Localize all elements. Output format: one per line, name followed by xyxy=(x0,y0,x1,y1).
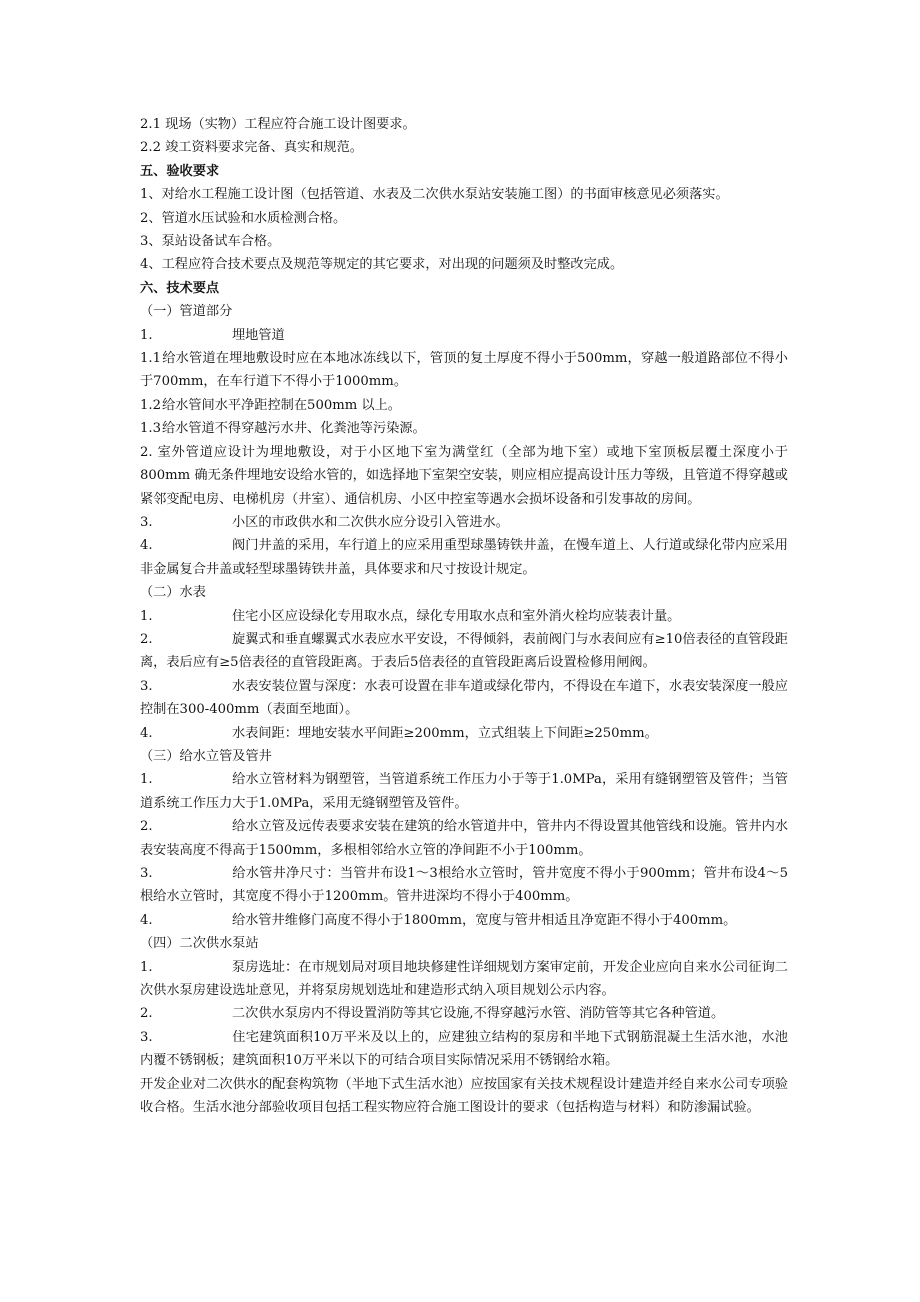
item-text: 二次供水泵房内不得设置消防等其它设施,不得穿越污水管、消防管等其它各种管道。 xyxy=(232,1006,725,1022)
item-text: 给水管道在埋地敷设时应在本地冰冻线以下，管顶的复土厚度不得小于500mm，穿越一般道路部位不得小于700mm，在车行道下不得小于1000mm。 xyxy=(140,351,788,390)
section-heading-acceptance: 五、验收要求 xyxy=(140,163,220,179)
acceptance-item-3: 3、泵站设备试车合格。 xyxy=(140,234,281,250)
item-number: 4. xyxy=(140,725,153,741)
item-text: 给水管井维修门高度不得小于1800mm，宽度与管井相适且净宽距不得小于400mm。 xyxy=(232,912,737,928)
item-number: 1. xyxy=(140,959,153,975)
item-text: 给水管间水平净距控制在500mm 以上。 xyxy=(162,397,401,413)
pipe-item-2 xyxy=(140,441,788,511)
item-text: 给水管道不得穿越污水井、化粪池等污染源。 xyxy=(162,421,426,437)
item-number: 1.2 xyxy=(140,397,161,413)
closing-paragraph: 开发企业对二次供水的配套构筑物（半地下式生活水池）应按国家有关技术规程设计建造并经自来水公司专项验收合格。生活水池分部验收项目包括工程实物应符合施工图设计的要求（包括构造与材料）和防渗漏试验。 xyxy=(140,1076,788,1116)
meter-item-3 xyxy=(140,675,788,722)
item-number: 1. xyxy=(140,772,153,788)
document-page xyxy=(140,113,788,1119)
meter-item-1 xyxy=(140,605,788,628)
item-text: 水表间距：埋地安装水平间距≥200mm，立式组装上下间距≥250mm。 xyxy=(232,725,658,741)
item-text: 住宅小区应设绿化专用取水点，绿化专用取水点和室外消火栓均应装表计量。 xyxy=(232,608,681,624)
item-text: 给水立管材料为钢塑管，当管道系统工作压力小于等于1.0MPa，采用有缝钢塑管及管件；当管道系统工作压力大于1.0MPa，采用无缝钢塑管及管件。 xyxy=(140,772,788,811)
item-text: 泵房选址：在市规划局对项目地块修建性详细规划方案审定前，开发企业应向自来水公司征询二次供水泵房建设选址意见，并将泵房规划选址和建造形式纳入项目规划公示内容。 xyxy=(140,959,788,999)
subsection-title-pump-station: （四）二次供水泵站 xyxy=(140,936,259,952)
acceptance-item-4: 4、工程应符合技术要点及规范等规定的其它要求，对出现的问题须及时整改完成。 xyxy=(140,257,624,273)
item-number: 2. xyxy=(140,631,153,647)
acceptance-item-1: 1、对给水工程施工设计图（包括管道、水表及二次供水泵站安装施工图）的书面审核意见必须落实。 xyxy=(140,187,729,203)
item-text: 阀门井盖的采用，车行道上的应采用重型球墨铸铁井盖，在慢车道上、人行道或绿化带内应采用非金属复合井盖或轻型球墨铸铁井盖，具体要求和尺寸按设计规定。 xyxy=(140,538,788,577)
pipe-item-1-3 xyxy=(140,417,788,440)
meter-item-4 xyxy=(140,722,788,745)
meter-item-2 xyxy=(140,628,788,675)
section-heading-technical: 六、技术要点 xyxy=(140,280,220,296)
item-number: 1. xyxy=(140,608,153,624)
item-number: 1. xyxy=(140,327,153,343)
item-text: 小区的市政供水和二次供水应分设引入管进水。 xyxy=(232,514,509,530)
subsection-title-meters: （二）水表 xyxy=(140,585,206,601)
riser-item-4 xyxy=(140,909,788,932)
item-number: 3. xyxy=(140,866,153,881)
pump-item-1 xyxy=(140,956,788,1003)
riser-item-2 xyxy=(140,815,788,862)
item-number: 1.3 xyxy=(140,421,161,437)
pump-item-2 xyxy=(140,1002,788,1025)
doc-line-2-2: 2.2 竣工资料要求完备、真实和规范。 xyxy=(140,140,363,156)
item-number: 3. xyxy=(140,678,153,694)
item-number: 1.1 xyxy=(140,351,161,367)
item-text: 给水管井净尺寸：当管井布设1～3根给水立管时，管井宽度不得小于900mm；管井布设4～5根给水立管时，其宽度不得小于1200mm。管井进深均不得小于400mm。 xyxy=(140,866,788,905)
pipe-item-1-2 xyxy=(140,394,788,417)
item-number: 2. xyxy=(140,819,153,835)
item-text: 住宅建筑面积10万平米及以上的，应建独立结构的泵房和半地下式钢筋混凝土生活水池，水池内覆不锈钢板；建筑面积10万平米以下的可结合项目实际情况采用不锈钢给水箱。 xyxy=(140,1029,788,1069)
item-number: 2. xyxy=(140,444,153,460)
pipe-item-1 xyxy=(140,324,788,347)
item-text: 给水立管及远传表要求安装在建筑的给水管道井中，管井内不得设置其他管线和设施。管井内水表安装高度不得高于1500mm，多根相邻给水立管的净间距不小于100mm。 xyxy=(140,819,788,858)
riser-item-3 xyxy=(140,862,788,909)
pipe-item-3 xyxy=(140,511,788,534)
pipe-item-4 xyxy=(140,534,788,581)
doc-line-2-1: 2.1 现场（实物）工程应符合施工设计图要求。 xyxy=(140,117,416,132)
pump-item-3 xyxy=(140,1026,788,1073)
item-number: 4. xyxy=(140,538,153,554)
subsection-title-risers: （三）给水立管及管井 xyxy=(140,748,272,764)
item-number: 3. xyxy=(140,514,153,530)
subsection-title-pipes: （一）管道部分 xyxy=(140,304,233,320)
riser-item-1 xyxy=(140,768,788,815)
item-text: 旋翼式和垂直螺翼式水表应水平安设，不得倾斜，表前阀门与水表间应有≥10倍表径的直管段距离，表后应有≥5倍表径的直管段距离。于表后5倍表径的直管段距离后设置检修用闸阀。 xyxy=(140,631,788,671)
item-text: 室外管道应设计为埋地敷设，对于小区地下室为满堂红（全部为地下室）或地下室顶板层覆土深度小于800mm 确无条件埋地安设给水管的，如选择地下室架空安装，则应相应提高设计压力等级，且管道不得穿越或紧邻变配电房、电梯机房（井室）、通信机房、小区中控室等遇水会损坏设备和引发事故的房间。 xyxy=(140,444,788,507)
item-number: 3. xyxy=(140,1029,153,1045)
item-number: 2. xyxy=(140,1006,153,1022)
item-text: 水表安装位置与深度：水表可设置在非车道或绿化带内，不得设在车道下，水表安装深度一般应控制在300-400mm（表面至地面）。 xyxy=(140,678,788,718)
item-number: 4. xyxy=(140,912,153,928)
pipe-item-1-1 xyxy=(140,347,788,394)
item-text: 埋地管道 xyxy=(232,327,285,343)
acceptance-item-2: 2、管道水压试验和水质检测合格。 xyxy=(140,210,347,226)
